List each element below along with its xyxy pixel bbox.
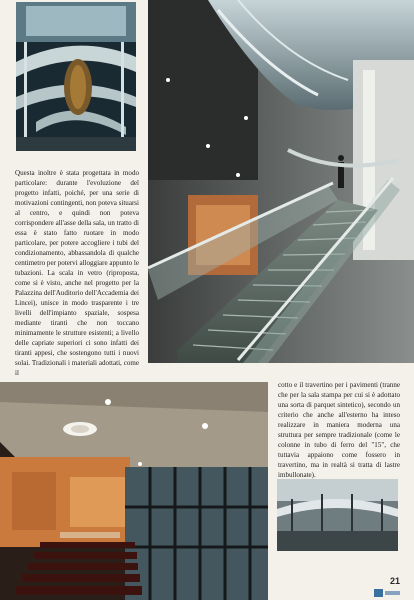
article-text-column-right <box>278 380 400 480</box>
auditorium-photo <box>0 382 268 600</box>
atrium-photo <box>16 2 136 151</box>
article-paragraph: cotto e il travertino per i pavimenti (tranne che per la sala stampa per cui si è adottato una sorta di parquet sintetico), secondo un criterio che anche all'esterno ha inteso realizzare in maniera moderna una struttura per sempre tradizionale (come le colonne in tubo di ferro del "15", che tuttavia appaiono come fossero in travertino, ma in realtà si tratta di lastre imbullonate). <box>278 381 400 479</box>
ceiling-structure-photo <box>277 479 398 551</box>
publisher-logo-icon <box>374 588 400 598</box>
page-number: 21 <box>389 576 400 586</box>
glass-staircase-photo <box>148 0 414 363</box>
article-paragraph: Questa inoltre è stata progettata in modo particolare: durante l'evoluzione del progetto infatti, poiché, per una serie di motivazioni contingenti, non poteva situarsi al centro, e quindi non poteva corrispondere all'asse della sala, un tratto di essa è stato fatto ruotare in modo particolare, per potere accogliere i tubi del condizionamento, abbassandola di qualche centimetro per potervi alloggiare appunto le tubazioni. La scala in vetro (riproposta, come si è visto, anche nel progetto per la Palazzina dell'Auditorio dell'Accademia dei Lincei), unisce in modo trasparente i tre livelli dell'impianto spaziale, sospesa mediante tiranti che non toccano minimamente le strutture esistenti; a livello delle capriate superiori ci sono infatti dei tiranti appesi, che sostengono tutti i nuovi solai. Tradizionali i materiali adottati, come il <box>15 169 139 377</box>
article-text-column-left <box>15 168 139 378</box>
